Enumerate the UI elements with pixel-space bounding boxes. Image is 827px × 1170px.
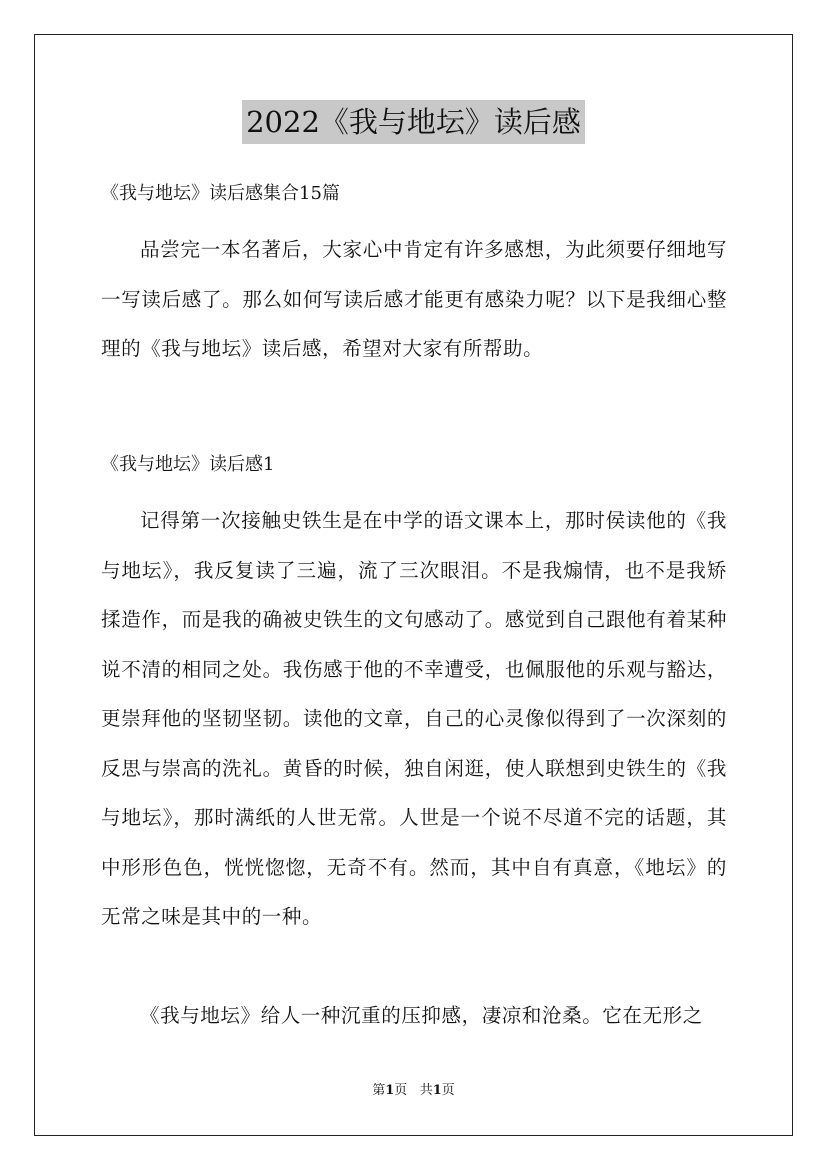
total-prefix: 共 [419,1083,433,1098]
page-number: 1 [385,1083,395,1098]
page-footer [0,1081,827,1101]
title-container [0,100,827,144]
section-heading: 《我与地坛》读后感1 [101,454,275,475]
body-paragraph-1: 记得第一次接触史铁生是在中学的语文课本上，那时侯读他的《我与地坛》，我反复读了三遍，流了三次眼泪。不是我煽情，也不是我矫揉造作，而是我的确被史铁生的文句感动了。感觉到自己跟他有着某种说不清的相同之处。我伤感于他的不幸遭受，也佩服他的乐观与豁达，更崇拜他的坚韧坚韧。读他的文章，自己的心灵像似得到了一次深刻的反思与崇高的洗礼。黄昏的时候，独自闲逛，使人联想到史铁生的《我与地坛》，那时满纸的人世无常。人世是一个说不尽道不完的话题，其中形形色色，恍恍惚惚，无奇不有。然而，其中自有真意，《地坛》的无常之味是其中的一种。 [101,509,727,928]
page-suffix: 页 [394,1083,408,1098]
total-pages: 1 [432,1083,442,1098]
document-subtitle: 《我与地坛》读后感集合15篇 [101,183,340,204]
intro-paragraph: 品尝完一本名著后，大家心中肯定有许多感想，为此须要仔细地写一写读后感了。那么如何写读后感才能更有感染力呢？以下是我细心整理的《我与地坛》读后感，希望对大家有所帮助。 [101,238,727,360]
body-paragraph-2: 《我与地坛》给人一种沉重的压抑感，凄凉和沧桑。它在无形之 [140,1004,703,1027]
page-prefix: 第 [372,1083,386,1098]
total-suffix: 页 [441,1083,455,1098]
document-title: 2022《我与地坛》读后感 [242,100,585,144]
